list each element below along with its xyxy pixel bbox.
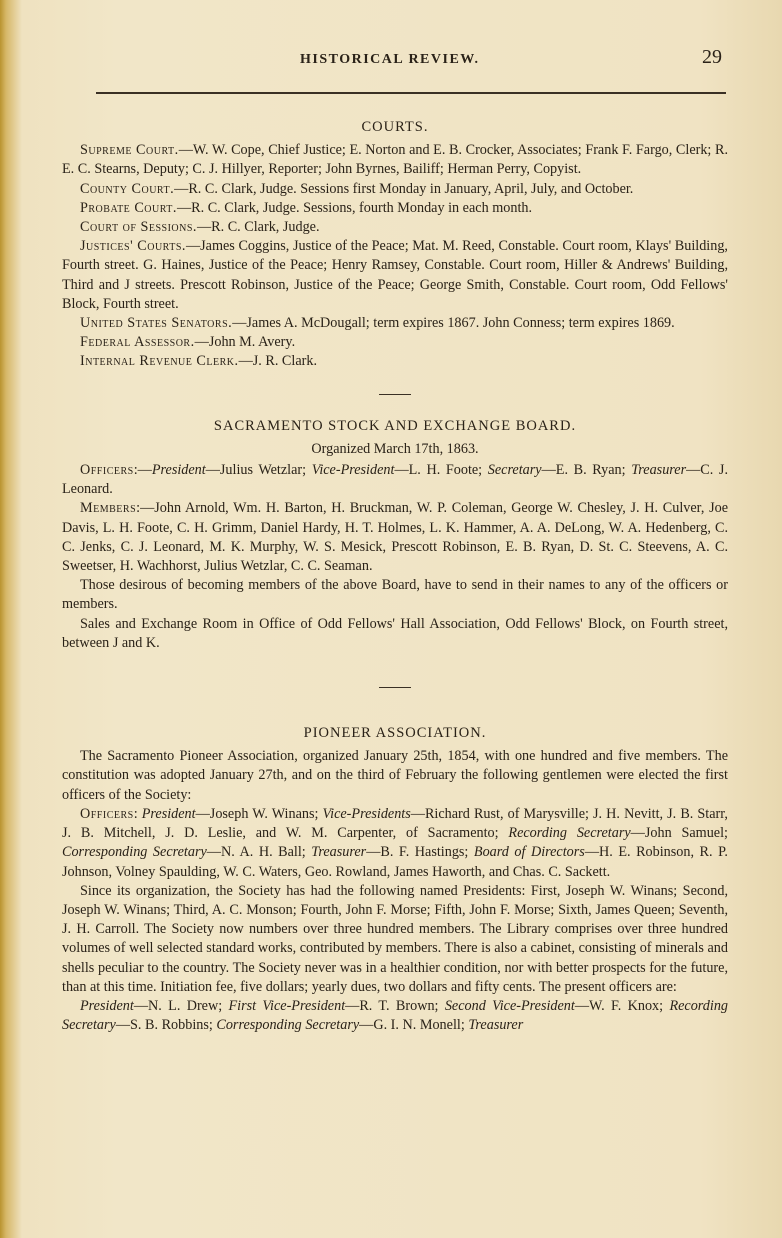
- role-label: Corresponding Secretary: [216, 1017, 360, 1034]
- section-separator: [379, 687, 411, 688]
- page-header: [0, 44, 782, 74]
- entry-lead: Probate Court.: [80, 199, 177, 216]
- running-title: HISTORICAL REVIEW.: [300, 52, 480, 67]
- role-label: Recording Secretary: [62, 997, 729, 1034]
- entry-text: —John M. Avery.: [194, 334, 296, 351]
- role-holder: —Richard Rust, of Marysville; J. H. Nevitt, J. B. Starr, J. B. Mitchell, J. D. Leslie, and W. M. Carpenter, of Sacramento;: [62, 805, 728, 842]
- supreme-court-entry: [62, 141, 728, 179]
- pioneer-association-section: [62, 724, 728, 1035]
- role-label: Corresponding Secretary: [62, 844, 207, 861]
- exchange-officers: [62, 461, 728, 499]
- role-holder: —N. A. H. Ball;: [206, 844, 312, 861]
- entry-lead: Internal Revenue Clerk.: [80, 353, 239, 370]
- entry-lead: Federal Assessor.: [80, 334, 195, 351]
- exchange-membership-note: Those desirous of becoming members of the above Board, have to send in their names to any of the officers or members.: [62, 577, 728, 613]
- page-number: 29: [702, 46, 722, 68]
- entry-lead: Justices' Courts.: [80, 238, 186, 255]
- role-holder: —S. B. Robbins;: [115, 1017, 217, 1034]
- exchange-heading: SACRAMENTO STOCK AND EXCHANGE BOARD.: [213, 417, 577, 434]
- pioneer-intro: The Sacramento Pioneer Association, organized January 25th, 1854, with one hundred and five members. The constitution was adopted January 27th, and on the third of February the following gentlemen were elected the first officers of the Society:: [62, 748, 728, 803]
- role-holder: —R. T. Brown;: [345, 997, 445, 1014]
- entry-text: —R. C. Clark, Judge. Sessions, fourth Monday in each month.: [176, 199, 533, 216]
- justices-courts-entry: [62, 237, 728, 314]
- pioneer-present-officers: [62, 997, 728, 1035]
- role-label: President: [80, 997, 134, 1014]
- courts-heading: COURTS.: [361, 119, 429, 135]
- us-senators-entry: [62, 314, 728, 333]
- entry-text: —James A. McDougall; term expires 1867. John Conness; term expires 1869.: [232, 315, 675, 332]
- role-label: President: [141, 805, 196, 822]
- entry-text: —R. C. Clark, Judge. Sessions first Monday in January, April, July, and October.: [174, 180, 634, 197]
- exchange-board-section: [62, 417, 728, 653]
- entry-text: —J. R. Clark.: [238, 353, 317, 370]
- header-rule: [96, 92, 726, 94]
- role-holder: —L. H. Foote;: [394, 462, 488, 479]
- role-label: Treasurer: [468, 1017, 524, 1034]
- role-holder: —Julius Wetzlar;: [205, 462, 312, 479]
- role-holder: —Joseph W. Winans;: [195, 805, 323, 822]
- role-label: Board of Directors: [473, 844, 585, 861]
- court-of-sessions-entry: [62, 218, 728, 237]
- role-holder: —C. J. Leonard.: [62, 462, 728, 498]
- role-label: Vice-Presidents: [322, 805, 411, 822]
- role-label: Second Vice-President: [444, 997, 575, 1014]
- entry-lead: Officers: [80, 805, 134, 822]
- pioneer-history: Since its organization, the Society has had the following named Presidents: First, Joseph W. Winans; Second, Joseph W. Winans; Third, A. C. Monson; Fourth, John F. Morse; Fifth, John F. Morse; Sixth, James Queen; Seventh, J. H. Carroll. The Society now numbers over three hundred members. The Library comprises over three hundred volumes of well selected standard works, contributed by members. There is also a cabinet, consisting of minerals and shells peculiar to the country. The Society never was in a healthier condition, nor with better prospects for the future, than at this time. Initiation fee, five dollars; yearly dues, two dollars and fifty cents. The present officers are:: [62, 882, 728, 995]
- role-holder: —W. F. Knox;: [574, 997, 670, 1014]
- exchange-organized-date: Organized March 17th, 1863.: [311, 440, 479, 457]
- page-body: [62, 118, 728, 1035]
- section-separator: [379, 394, 411, 395]
- entry-lead: Members: [80, 500, 137, 517]
- probate-court-entry: [62, 199, 728, 218]
- entry-lead: Officers: [80, 462, 134, 479]
- role-label: President: [151, 462, 206, 479]
- role-label: Secretary: [487, 462, 542, 479]
- role-holder: —John Samuel;: [630, 825, 728, 842]
- role-label: Vice-President: [311, 462, 395, 479]
- role-holder: —H. E. Robinson, R. P. Johnson, Volney Spaulding, W. C. Waters, Geo. Rowland, James Haworth, and Chas. C. Sackett.: [62, 844, 728, 880]
- county-court-entry: [62, 180, 728, 199]
- entry-text: —R. C. Clark, Judge.: [196, 219, 320, 236]
- exchange-members: [62, 499, 728, 576]
- entry-text: —James Coggins, Justice of the Peace; Mat. M. Reed, Constable. Court room, Klays' Building, Fourth street. G. Haines, Justice of the Peace; Henry Ramsey, Constable. Court room, Hiller & Andrews' Building, Third and J streets. Prescott Robinson, Justice of the Peace; George Smith, Constable. Court room, Odd Fellows' Block, Fourth street.: [62, 238, 728, 312]
- role-holder: —E. B. Ryan;: [541, 462, 632, 479]
- internal-revenue-clerk-entry: [62, 352, 728, 371]
- role-label: Treasurer: [311, 844, 367, 861]
- entry-separator: :: [133, 805, 142, 822]
- entry-lead: Supreme Court.: [80, 142, 179, 159]
- entry-lead: United States Senators.: [80, 315, 233, 332]
- role-label: Treasurer: [631, 462, 687, 479]
- entry-separator: :—: [133, 462, 152, 479]
- pioneer-heading: PIONEER ASSOCIATION.: [303, 725, 487, 742]
- role-holder: —G. I. N. Monell;: [359, 1017, 469, 1034]
- entry-lead: County Court.: [80, 180, 175, 197]
- role-holder: —N. L. Drew;: [133, 997, 229, 1014]
- role-label: First Vice-President: [228, 997, 346, 1014]
- entry-text: —W. W. Cope, Chief Justice; E. Norton and E. B. Crocker, Associates; Frank F. Fargo, Clerk; R. E. C. Stearns, Deputy; C. J. Hillyer, Reporter; John Byrnes, Bailiff; Herman Perry, Copyist.: [62, 142, 728, 178]
- role-holder: —B. F. Hastings;: [366, 844, 474, 861]
- entry-lead: Court of Sessions.: [80, 219, 197, 236]
- exchange-room-note: Sales and Exchange Room in Office of Odd Fellows' Hall Association, Odd Fellows' Block, on Fourth street, between J and K.: [62, 615, 728, 651]
- role-label: Recording Secretary: [508, 825, 631, 842]
- courts-section: [62, 118, 728, 372]
- pioneer-first-officers: [62, 805, 728, 882]
- entry-text: :—John Arnold, Wm. H. Barton, H. Bruckman, W. P. Coleman, George W. Chesley, J. H. Culver, Joe Davis, L. H. Foote, C. H. Grimm, Daniel Hardy, H. T. Holmes, L. K. Hammer, A. A. DeLong, W. A. Hedenberg, C. C. Jenks, C. J. Leonard, M. K. Murphy, W. S. Mesick, Prescott Robinson, E. B. Ryan, D. St. C. Steevens, A. C. Sweetser, H. Wachhorst, Julius Wetzlar, C. C. Seaman.: [62, 500, 728, 575]
- federal-assessor-entry: [62, 333, 728, 352]
